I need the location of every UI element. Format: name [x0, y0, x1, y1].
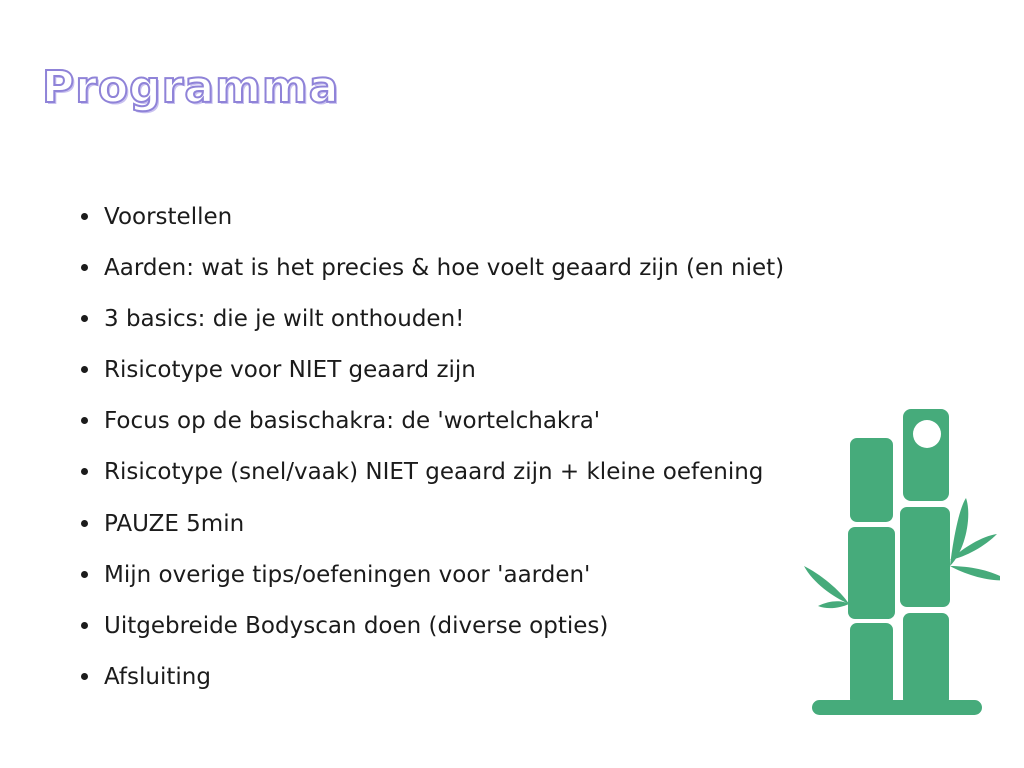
list-item — [104, 554, 784, 605]
list-item — [104, 451, 784, 502]
bullet-icon — [81, 315, 88, 322]
list-item-text: Aarden: wat is het precies & hoe voelt geaard zijn (en niet) — [104, 255, 785, 282]
list-item-text: Mijn overige tips/oefeningen voor 'aarden' — [104, 561, 591, 588]
bullet-icon — [81, 673, 88, 680]
list-item-text: PAUZE 5min — [104, 510, 245, 537]
list-item — [104, 349, 784, 400]
bullet-icon — [81, 468, 88, 475]
bullet-icon — [81, 520, 88, 527]
list-item — [104, 605, 784, 656]
bullet-icon — [81, 622, 88, 629]
bullet-icon — [81, 417, 88, 424]
bullet-icon — [81, 571, 88, 578]
slide-title: Programma — [42, 62, 340, 113]
list-item — [104, 247, 784, 298]
list-item — [104, 298, 784, 349]
list-item-text: Uitgebreide Bodyscan doen (diverse opties) — [104, 612, 609, 639]
list-item-text: Focus op de basischakra: de 'wortelchakra' — [104, 408, 601, 435]
list-item-text: Risicotype voor NIET geaard zijn — [104, 357, 476, 384]
bullet-icon — [81, 366, 88, 373]
list-item-text: Risicotype (snel/vaak) NIET geaard zijn + kleine oefening — [104, 459, 764, 486]
bullet-icon — [81, 213, 88, 220]
list-item-text: Afsluiting — [104, 663, 211, 690]
agenda-list — [104, 196, 784, 707]
list-item — [104, 196, 784, 247]
bullet-icon — [81, 264, 88, 271]
list-item — [104, 656, 784, 707]
list-item — [104, 400, 784, 451]
list-item-text: 3 basics: die je wilt onthouden! — [104, 306, 465, 333]
list-item — [104, 503, 784, 554]
list-item-text: Voorstellen — [104, 204, 233, 230]
bamboo-icon — [800, 405, 1000, 725]
